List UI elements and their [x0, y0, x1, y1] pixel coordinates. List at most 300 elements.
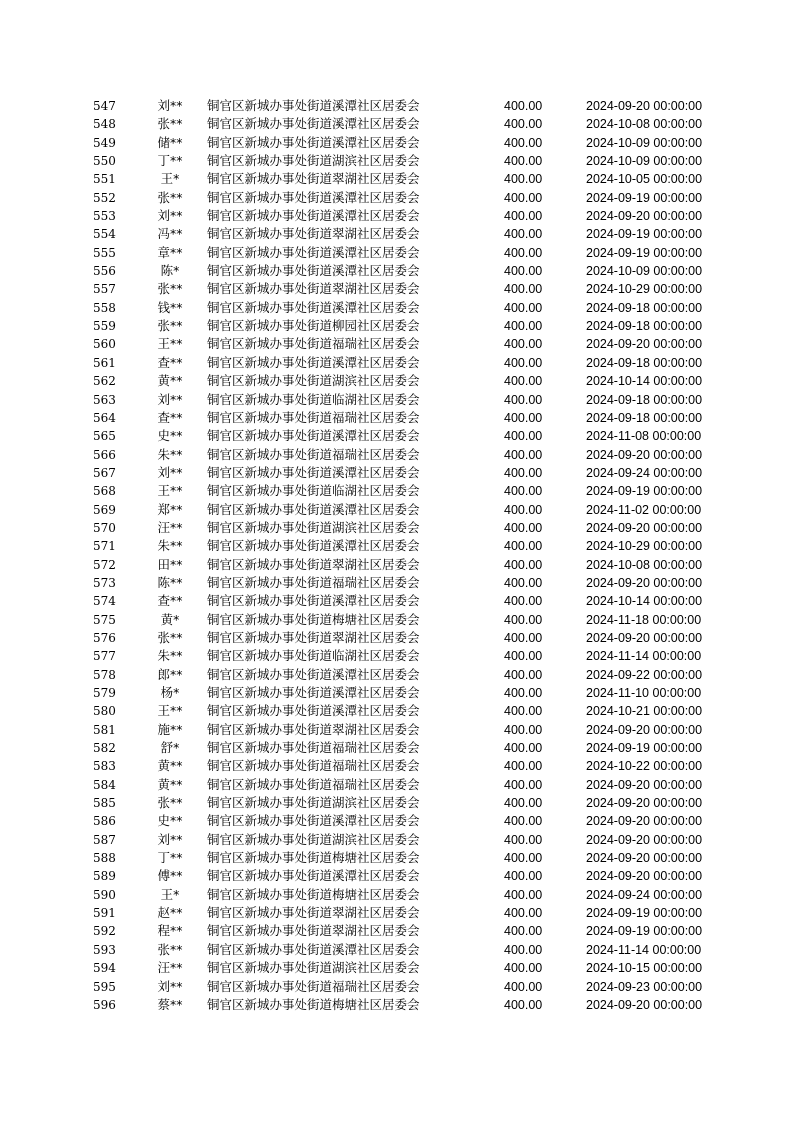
row-number: 575	[93, 612, 116, 627]
table-row	[0, 831, 793, 849]
payment-date: 2024-10-05 00:00:00	[586, 172, 703, 187]
amount: 400.00	[504, 227, 543, 242]
recipient-name: 赵**	[157, 905, 183, 921]
recipient-name: 汪**	[157, 519, 183, 535]
community-office: 铜官区新城办事处街道溪潭社区居委会	[207, 208, 420, 224]
community-office: 铜官区新城办事处街道翠湖社区居委会	[207, 905, 420, 921]
community-office: 铜官区新城办事处街道梅塘社区居委会	[207, 996, 420, 1012]
amount: 400.00	[504, 172, 543, 187]
table-row	[0, 849, 793, 867]
recipient-name: 郎**	[157, 666, 183, 682]
table-row	[0, 501, 793, 519]
table-row	[0, 537, 793, 555]
recipient-name: 张**	[157, 281, 183, 297]
table-row	[0, 280, 793, 298]
payment-date: 2024-10-21 00:00:00	[586, 704, 703, 719]
recipient-name: 蔡**	[157, 996, 183, 1012]
community-office: 铜官区新城办事处街道湖滨社区居委会	[207, 960, 420, 976]
amount: 400.00	[504, 484, 543, 499]
row-number: 578	[93, 667, 116, 682]
amount: 400.00	[504, 741, 543, 756]
payment-date: 2024-09-19 00:00:00	[586, 906, 703, 921]
table-row	[0, 556, 793, 574]
amount: 400.00	[504, 209, 543, 224]
community-office: 铜官区新城办事处街道福瑞社区居委会	[207, 446, 420, 462]
amount: 400.00	[504, 924, 543, 939]
row-number: 596	[93, 997, 116, 1012]
recipient-name: 程**	[157, 923, 183, 939]
community-office: 铜官区新城办事处街道溪潭社区居委会	[207, 98, 420, 113]
payment-date: 2024-09-19 00:00:00	[586, 190, 703, 205]
row-number: 564	[93, 410, 116, 425]
payment-date: 2024-09-18 00:00:00	[586, 410, 703, 425]
recipient-name: 黄**	[157, 776, 183, 792]
table-row	[0, 317, 793, 335]
payment-date: 2024-09-20 00:00:00	[586, 832, 703, 847]
amount: 400.00	[504, 686, 543, 700]
amount: 400.00	[504, 117, 543, 132]
row-number: 587	[93, 832, 116, 847]
community-office: 铜官区新城办事处街道翠湖社区居委会	[207, 556, 420, 572]
row-number: 554	[93, 227, 116, 242]
recipient-name: 陈*	[160, 263, 180, 279]
recipient-name: 杨*	[160, 685, 180, 700]
table-row	[0, 134, 793, 152]
table-row	[0, 739, 793, 757]
row-number: 579	[93, 686, 116, 700]
recipient-name: 黄*	[160, 611, 180, 627]
payment-date: 2024-09-20 00:00:00	[586, 209, 703, 224]
recipient-name: 查**	[157, 354, 183, 370]
payment-date: 2024-09-19 00:00:00	[586, 227, 703, 242]
row-number: 547	[93, 99, 116, 113]
row-number: 595	[93, 979, 116, 994]
community-office: 铜官区新城办事处街道梅塘社区居委会	[207, 611, 420, 627]
table-row	[0, 867, 793, 885]
amount: 400.00	[504, 759, 543, 774]
payment-date: 2024-09-20 00:00:00	[586, 851, 703, 866]
amount: 400.00	[504, 906, 543, 921]
amount: 400.00	[504, 374, 543, 389]
payment-date: 2024-09-18 00:00:00	[586, 355, 703, 370]
amount: 400.00	[504, 465, 543, 480]
payment-date: 2024-09-18 00:00:00	[586, 300, 703, 315]
table-row	[0, 592, 793, 610]
recipient-name: 黄**	[157, 373, 183, 389]
amount: 400.00	[504, 190, 543, 205]
row-number: 563	[93, 392, 116, 407]
community-office: 铜官区新城办事处街道溪潭社区居委会	[207, 263, 420, 279]
row-number: 586	[93, 814, 116, 829]
payment-date: 2024-11-08 00:00:00	[586, 429, 702, 444]
table-row	[0, 996, 793, 1014]
row-number: 570	[93, 520, 116, 535]
amount: 400.00	[504, 777, 543, 792]
table-row	[0, 97, 793, 115]
community-office: 铜官区新城办事处街道溪潭社区居委会	[207, 244, 420, 260]
recipient-name: 刘**	[157, 831, 183, 847]
community-office: 铜官区新城办事处街道溪潭社区居委会	[207, 354, 420, 370]
payment-date: 2024-09-23 00:00:00	[586, 979, 703, 994]
payment-date: 2024-10-14 00:00:00	[586, 594, 703, 609]
table-row	[0, 299, 793, 317]
community-office: 铜官区新城办事处街道湖滨社区居委会	[207, 373, 420, 389]
table-row	[0, 941, 793, 959]
community-office: 铜官区新城办事处街道溪潭社区居委会	[207, 538, 420, 554]
row-number: 585	[93, 796, 116, 811]
table-row	[0, 464, 793, 482]
table-row	[0, 959, 793, 977]
row-number: 588	[93, 851, 116, 866]
recipient-name: 汪**	[157, 960, 183, 976]
amount: 400.00	[504, 502, 543, 517]
row-number: 566	[93, 447, 116, 462]
payment-date: 2024-09-20 00:00:00	[586, 997, 703, 1012]
recipient-name: 王**	[157, 703, 183, 719]
recipient-name: 傅**	[157, 868, 183, 884]
community-office: 铜官区新城办事处街道溪潭社区居委会	[207, 813, 420, 829]
payment-date: 2024-09-22 00:00:00	[586, 667, 703, 682]
table-row	[0, 372, 793, 390]
recipient-name: 刘**	[157, 208, 183, 224]
payment-date: 2024-09-20 00:00:00	[586, 337, 703, 352]
community-office: 铜官区新城办事处街道翠湖社区居委会	[207, 281, 420, 297]
community-office: 铜官区新城办事处街道福瑞社区居委会	[207, 409, 420, 425]
recipient-name: 刘**	[157, 98, 183, 113]
payment-date: 2024-09-19 00:00:00	[586, 924, 703, 939]
table-row	[0, 225, 793, 243]
amount: 400.00	[504, 667, 543, 682]
recipient-name: 钱**	[157, 299, 183, 315]
row-number: 561	[93, 355, 116, 370]
amount: 400.00	[504, 282, 543, 297]
recipient-name: 陈**	[157, 574, 183, 590]
community-office: 铜官区新城办事处街道福瑞社区居委会	[207, 336, 420, 352]
community-office: 铜官区新城办事处街道溪潭社区居委会	[207, 299, 420, 315]
amount: 400.00	[504, 722, 543, 737]
row-number: 577	[93, 649, 116, 664]
table-row	[0, 794, 793, 812]
recipient-name: 王**	[157, 336, 183, 352]
payment-date: 2024-09-20 00:00:00	[586, 814, 703, 829]
payment-date: 2024-09-20 00:00:00	[586, 722, 703, 737]
amount: 400.00	[504, 245, 543, 260]
row-number: 565	[93, 429, 116, 444]
table-row	[0, 207, 793, 225]
table-row	[0, 886, 793, 904]
row-number: 594	[93, 961, 116, 976]
payment-date: 2024-11-10 00:00:00	[586, 686, 702, 700]
row-number: 591	[93, 906, 116, 921]
recipient-name: 丁**	[157, 153, 183, 169]
row-number: 583	[93, 759, 116, 774]
table-row	[0, 354, 793, 372]
row-number: 558	[93, 300, 116, 315]
row-number: 571	[93, 539, 116, 554]
recipient-name: 王*	[160, 171, 180, 187]
payment-date: 2024-09-20 00:00:00	[586, 99, 703, 113]
community-office: 铜官区新城办事处街道湖滨社区居委会	[207, 153, 420, 169]
table-row	[0, 170, 793, 188]
recipient-name: 刘**	[157, 464, 183, 480]
amount: 400.00	[504, 851, 543, 866]
payment-date: 2024-09-20 00:00:00	[586, 630, 703, 645]
recipient-name: 储**	[157, 134, 183, 150]
row-number: 584	[93, 777, 116, 792]
recipient-name: 朱**	[157, 446, 183, 462]
row-number: 582	[93, 741, 116, 756]
amount: 400.00	[504, 539, 543, 554]
row-number: 581	[93, 722, 116, 737]
amount: 400.00	[504, 300, 543, 315]
recipient-name: 张**	[157, 795, 183, 811]
amount: 400.00	[504, 135, 543, 150]
table-row	[0, 702, 793, 720]
community-office: 铜官区新城办事处街道溪潭社区居委会	[207, 868, 420, 884]
row-number: 572	[93, 557, 116, 572]
amount: 400.00	[504, 154, 543, 169]
recipient-name: 朱**	[157, 648, 183, 664]
community-office: 铜官区新城办事处街道临湖社区居委会	[207, 648, 420, 664]
payment-date: 2024-09-24 00:00:00	[586, 465, 703, 480]
payment-date: 2024-11-02 00:00:00	[586, 502, 702, 517]
table-row	[0, 409, 793, 427]
payment-date: 2024-10-29 00:00:00	[586, 539, 703, 554]
row-number: 555	[93, 245, 116, 260]
amount: 400.00	[504, 447, 543, 462]
table-row	[0, 335, 793, 353]
row-number: 562	[93, 374, 116, 389]
amount: 400.00	[504, 520, 543, 535]
community-office: 铜官区新城办事处街道溪潭社区居委会	[207, 464, 420, 480]
recipient-name: 王*	[160, 886, 180, 902]
table-row	[0, 776, 793, 794]
table-row	[0, 647, 793, 665]
payment-date: 2024-10-09 00:00:00	[586, 154, 703, 169]
table-row	[0, 922, 793, 940]
payment-date: 2024-10-09 00:00:00	[586, 135, 703, 150]
amount: 400.00	[504, 979, 543, 994]
row-number: 552	[93, 190, 116, 205]
recipient-name: 张**	[157, 629, 183, 645]
payment-date: 2024-10-08 00:00:00	[586, 557, 703, 572]
amount: 400.00	[504, 869, 543, 884]
amount: 400.00	[504, 594, 543, 609]
community-office: 铜官区新城办事处街道溪潭社区居委会	[207, 428, 420, 444]
payment-date: 2024-11-14 00:00:00	[586, 942, 702, 957]
row-number: 574	[93, 594, 116, 609]
amount: 400.00	[504, 557, 543, 572]
amount: 400.00	[504, 575, 543, 590]
recipient-name: 郑**	[157, 501, 183, 517]
community-office: 铜官区新城办事处街道福瑞社区居委会	[207, 978, 420, 994]
community-office: 铜官区新城办事处街道溪潭社区居委会	[207, 189, 420, 205]
payment-date: 2024-09-19 00:00:00	[586, 484, 703, 499]
amount: 400.00	[504, 337, 543, 352]
recipient-name: 张**	[157, 116, 183, 132]
table-row	[0, 611, 793, 629]
community-office: 铜官区新城办事处街道翠湖社区居委会	[207, 721, 420, 737]
row-number: 580	[93, 704, 116, 719]
recipient-name: 史**	[157, 428, 183, 444]
row-number: 556	[93, 264, 116, 279]
table-row	[0, 482, 793, 500]
table-row	[0, 244, 793, 262]
amount: 400.00	[504, 832, 543, 847]
community-office: 铜官区新城办事处街道柳园社区居委会	[207, 318, 420, 334]
community-office: 铜官区新城办事处街道湖滨社区居委会	[207, 795, 420, 811]
community-office: 铜官区新城办事处街道翠湖社区居委会	[207, 629, 420, 645]
row-number: 557	[93, 282, 116, 297]
amount: 400.00	[504, 649, 543, 664]
row-number: 569	[93, 502, 116, 517]
row-number: 573	[93, 575, 116, 590]
recipient-name: 田**	[157, 556, 183, 572]
amount: 400.00	[504, 997, 543, 1012]
payment-date: 2024-09-20 00:00:00	[586, 520, 703, 535]
table-row	[0, 446, 793, 464]
row-number: 559	[93, 319, 116, 334]
recipient-name: 舒*	[160, 740, 180, 756]
community-office: 铜官区新城办事处街道临湖社区居委会	[207, 483, 420, 499]
payment-date: 2024-09-18 00:00:00	[586, 319, 703, 334]
payment-date: 2024-09-19 00:00:00	[586, 245, 703, 260]
payment-date: 2024-09-20 00:00:00	[586, 796, 703, 811]
recipient-name: 章**	[157, 244, 183, 260]
community-office: 铜官区新城办事处街道翠湖社区居委会	[207, 171, 420, 187]
table-row	[0, 391, 793, 409]
table-row	[0, 666, 793, 684]
recipient-name: 王**	[157, 483, 183, 499]
community-office: 铜官区新城办事处街道溪潭社区居委会	[207, 685, 420, 700]
table-row	[0, 721, 793, 739]
amount: 400.00	[504, 612, 543, 627]
table-row	[0, 189, 793, 207]
table-row	[0, 684, 793, 702]
amount: 400.00	[504, 796, 543, 811]
table-row	[0, 812, 793, 830]
table-row	[0, 757, 793, 775]
recipient-name: 施**	[157, 721, 183, 737]
recipient-name: 朱**	[157, 538, 183, 554]
table-row	[0, 574, 793, 592]
community-office: 铜官区新城办事处街道梅塘社区居委会	[207, 850, 420, 866]
community-office: 铜官区新城办事处街道翠湖社区居委会	[207, 226, 420, 242]
row-number: 589	[93, 869, 116, 884]
amount: 400.00	[504, 961, 543, 976]
amount: 400.00	[504, 704, 543, 719]
amount: 400.00	[504, 264, 543, 279]
payment-date: 2024-10-09 00:00:00	[586, 264, 703, 279]
community-office: 铜官区新城办事处街道溪潭社区居委会	[207, 501, 420, 517]
payment-date: 2024-10-14 00:00:00	[586, 374, 703, 389]
payment-date: 2024-11-18 00:00:00	[586, 612, 702, 627]
recipient-name: 丁**	[157, 850, 183, 866]
payment-date: 2024-10-08 00:00:00	[586, 117, 703, 132]
community-office: 铜官区新城办事处街道福瑞社区居委会	[207, 758, 420, 774]
amount: 400.00	[504, 942, 543, 957]
community-office: 铜官区新城办事处街道福瑞社区居委会	[207, 776, 420, 792]
amount: 400.00	[504, 630, 543, 645]
recipient-name: 张**	[157, 941, 183, 957]
payment-date: 2024-09-20 00:00:00	[586, 777, 703, 792]
payment-date: 2024-10-22 00:00:00	[586, 759, 703, 774]
row-number: 551	[93, 172, 116, 187]
amount: 400.00	[504, 355, 543, 370]
community-office: 铜官区新城办事处街道溪潭社区居委会	[207, 593, 420, 609]
amount: 400.00	[504, 99, 543, 113]
community-office: 铜官区新城办事处街道溪潭社区居委会	[207, 116, 420, 132]
table-row	[0, 115, 793, 133]
row-number: 567	[93, 465, 116, 480]
table-row	[0, 427, 793, 445]
row-number: 548	[93, 117, 116, 132]
row-number: 576	[93, 630, 116, 645]
recipient-name: 冯**	[157, 226, 183, 242]
community-office: 铜官区新城办事处街道溪潭社区居委会	[207, 134, 420, 150]
subsidy-table	[0, 97, 793, 1014]
community-office: 铜官区新城办事处街道溪潭社区居委会	[207, 666, 420, 682]
payment-date: 2024-09-18 00:00:00	[586, 392, 703, 407]
row-number: 553	[93, 209, 116, 224]
community-office: 铜官区新城办事处街道梅塘社区居委会	[207, 886, 420, 902]
amount: 400.00	[504, 429, 543, 444]
row-number: 549	[93, 135, 116, 150]
community-office: 铜官区新城办事处街道福瑞社区居委会	[207, 740, 420, 756]
table-row	[0, 904, 793, 922]
community-office: 铜官区新城办事处街道溪潭社区居委会	[207, 941, 420, 957]
community-office: 铜官区新城办事处街道湖滨社区居委会	[207, 831, 420, 847]
table-row	[0, 978, 793, 996]
recipient-name: 刘**	[157, 391, 183, 407]
payment-date: 2024-11-14 00:00:00	[586, 649, 702, 664]
recipient-name: 查**	[157, 409, 183, 425]
amount: 400.00	[504, 410, 543, 425]
row-number: 590	[93, 887, 116, 902]
row-number: 592	[93, 924, 116, 939]
recipient-name: 黄**	[157, 758, 183, 774]
recipient-name: 史**	[157, 813, 183, 829]
payment-date: 2024-10-15 00:00:00	[586, 961, 703, 976]
amount: 400.00	[504, 319, 543, 334]
payment-date: 2024-10-29 00:00:00	[586, 282, 703, 297]
recipient-name: 刘**	[157, 978, 183, 994]
row-number: 568	[93, 484, 116, 499]
community-office: 铜官区新城办事处街道溪潭社区居委会	[207, 703, 420, 719]
recipient-name: 查**	[157, 593, 183, 609]
community-office: 铜官区新城办事处街道湖滨社区居委会	[207, 519, 420, 535]
recipient-name: 张**	[157, 189, 183, 205]
amount: 400.00	[504, 392, 543, 407]
row-number: 550	[93, 154, 116, 169]
payment-date: 2024-09-20 00:00:00	[586, 869, 703, 884]
row-number: 593	[93, 942, 116, 957]
payment-date: 2024-09-24 00:00:00	[586, 887, 703, 902]
payment-date: 2024-09-20 00:00:00	[586, 575, 703, 590]
payment-date: 2024-09-19 00:00:00	[586, 741, 703, 756]
table-row	[0, 262, 793, 280]
amount: 400.00	[504, 887, 543, 902]
payment-date: 2024-09-20 00:00:00	[586, 447, 703, 462]
row-number: 560	[93, 337, 116, 352]
table-row	[0, 152, 793, 170]
amount: 400.00	[504, 814, 543, 829]
recipient-name: 张**	[157, 318, 183, 334]
community-office: 铜官区新城办事处街道翠湖社区居委会	[207, 923, 420, 939]
community-office: 铜官区新城办事处街道福瑞社区居委会	[207, 574, 420, 590]
table-row	[0, 519, 793, 537]
community-office: 铜官区新城办事处街道临湖社区居委会	[207, 391, 420, 407]
